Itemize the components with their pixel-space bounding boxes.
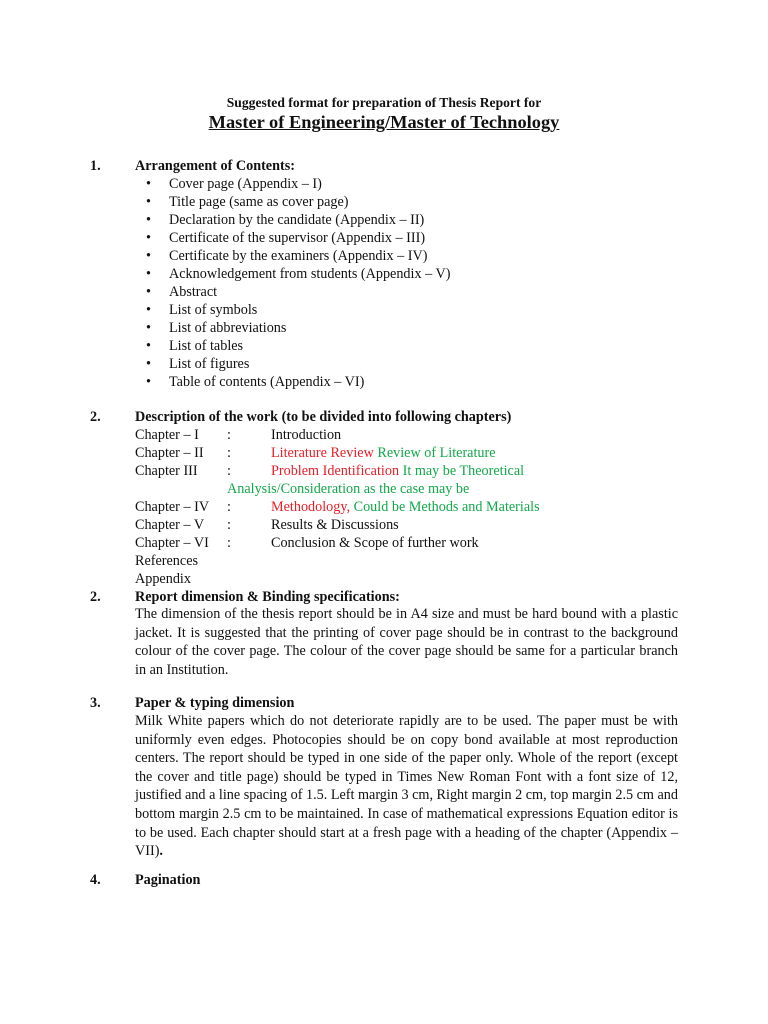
bullet: • bbox=[146, 374, 151, 390]
list-item: List of tables bbox=[169, 338, 244, 354]
chapter-title-original: Problem Identification bbox=[271, 463, 400, 479]
chapter-label: Chapter – IV bbox=[135, 499, 210, 515]
section-heading: Description of the work (to be divided into following chapters) bbox=[135, 409, 512, 425]
chapter-colon: : bbox=[227, 535, 231, 551]
chapter-title-original: Literature Review bbox=[271, 445, 374, 461]
list-item: Declaration by the candidate (Appendix – II) bbox=[169, 212, 425, 228]
bullet: • bbox=[146, 320, 151, 336]
list-item: List of abbreviations bbox=[169, 320, 287, 336]
chapter-colon: : bbox=[227, 427, 231, 443]
chapter-title-revision: Review of Literature bbox=[373, 445, 496, 461]
list-item: Acknowledgement from students (Appendix – V) bbox=[169, 266, 451, 282]
appendix-label: Appendix bbox=[135, 571, 191, 587]
chapter-title bbox=[271, 498, 540, 516]
section-number: 2. bbox=[90, 409, 101, 425]
bullet: • bbox=[146, 248, 151, 264]
references-label: References bbox=[135, 553, 199, 569]
chapter-label: Chapter – VI bbox=[135, 535, 209, 551]
chapter-title bbox=[271, 462, 524, 480]
bullet: • bbox=[146, 338, 151, 354]
chapter-title-revision: Could be Methods and Materials bbox=[350, 499, 540, 515]
bullet: • bbox=[146, 194, 151, 210]
section-number: 4. bbox=[90, 872, 101, 888]
chapter-label: Chapter – I bbox=[135, 427, 199, 443]
chapter-title-revision: It may be Theoretical bbox=[399, 463, 525, 479]
chapter-title bbox=[271, 444, 496, 462]
list-item: Certificate by the examiners (Appendix – IV) bbox=[169, 248, 428, 264]
bullet: • bbox=[146, 266, 151, 282]
list-item: Title page (same as cover page) bbox=[169, 194, 349, 210]
chapter-title: Conclusion & Scope of further work bbox=[271, 535, 479, 551]
section-body bbox=[135, 712, 678, 861]
chapter-label: Chapter III bbox=[135, 463, 198, 479]
document-title: Master of Engineering/Master of Technology bbox=[208, 112, 560, 132]
section-heading: Report dimension & Binding specifications: bbox=[135, 589, 400, 605]
chapter-title-original: Methodology, bbox=[271, 499, 351, 515]
chapter-title: Results & Discussions bbox=[271, 517, 399, 533]
chapter-colon: : bbox=[227, 445, 231, 461]
section-number: 1. bbox=[90, 158, 101, 174]
section-number: 2. bbox=[90, 589, 101, 605]
chapter-title: Introduction bbox=[271, 427, 342, 443]
section-body-text: Milk White papers which do not deteriorate rapidly are to be used. The paper must be with uniformly even edges. Photocopies should be on copy bond available at most reproduction centers. The report should be typed in one side of the paper only. Whole of the report (except the cover and title page) should be typed in Times New Roman Font with a font size of 12, justified and a line spacing of 1.5. Left margin 3 cm, Right margin 2 cm, top margin 2.5 cm and bottom margin 2.5 cm to be maintained. In case of mathematical expressions Equation editor is to be used. Each chapter should start at a fresh page with a heading of the chapter (Appendix – VII) bbox=[135, 713, 678, 860]
list-item: List of figures bbox=[169, 356, 250, 372]
chapter-label: Chapter – II bbox=[135, 445, 204, 461]
chapter-colon: : bbox=[227, 517, 231, 533]
section-heading: Arrangement of Contents: bbox=[135, 158, 295, 174]
chapter-title-continuation: Analysis/Consideration as the case may be bbox=[227, 481, 470, 497]
list-item: Cover page (Appendix – I) bbox=[169, 176, 322, 192]
section-number: 3. bbox=[90, 695, 101, 711]
list-item: Table of contents (Appendix – VI) bbox=[169, 374, 365, 390]
bullet: • bbox=[146, 230, 151, 246]
chapter-colon: : bbox=[227, 499, 231, 515]
document-subtitle: Suggested format for preparation of Thesis Report for bbox=[226, 95, 542, 110]
chapter-colon: : bbox=[227, 463, 231, 479]
bullet: • bbox=[146, 284, 151, 300]
chapter-label: Chapter – V bbox=[135, 517, 205, 533]
bullet: • bbox=[146, 212, 151, 228]
bullet: • bbox=[146, 302, 151, 318]
section-body-end: . bbox=[159, 843, 163, 860]
bullet: • bbox=[146, 356, 151, 372]
list-item: Abstract bbox=[169, 284, 218, 300]
section-heading: Pagination bbox=[135, 872, 201, 888]
bullet: • bbox=[146, 176, 151, 192]
section-body: The dimension of the thesis report should be in A4 size and must be hard bound with a plastic jacket. It is suggested that the printing of cover page should be in contrast to the background colour of the cover page. The colour of the cover page should be same for a particular branch in an Institution. bbox=[135, 606, 678, 678]
list-item: Certificate of the supervisor (Appendix – III) bbox=[169, 230, 426, 246]
section-heading: Paper & typing dimension bbox=[135, 695, 295, 711]
list-item: List of symbols bbox=[169, 302, 258, 318]
